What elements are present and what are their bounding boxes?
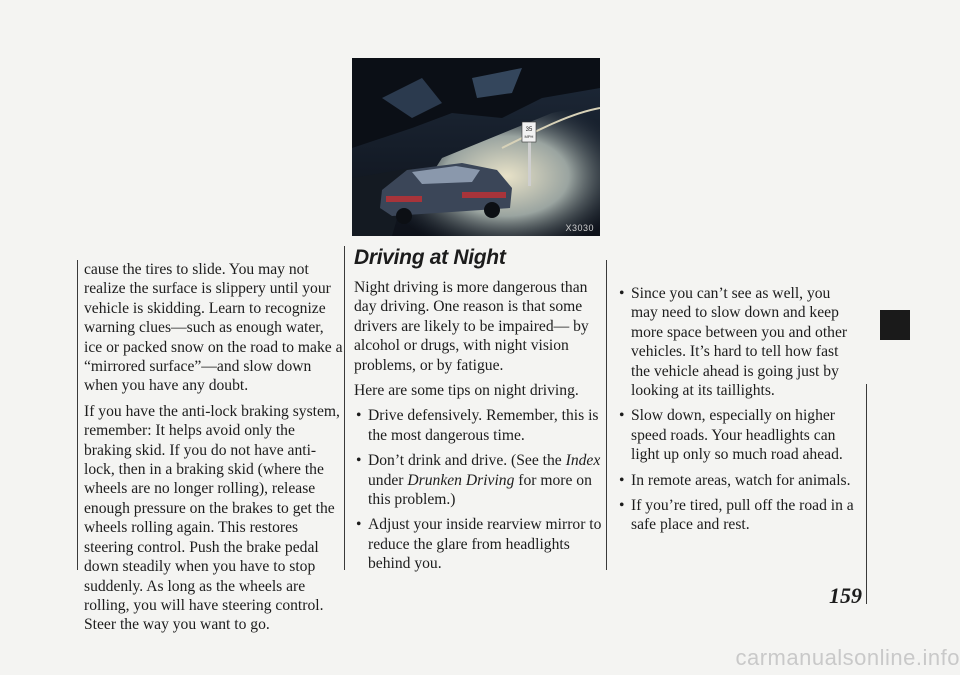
photo-code: X3030 [565,223,594,233]
tip-text: Adjust your inside rearview mirror to reduce the glare from headlights behind you. [368,516,602,573]
list-item [617,406,857,464]
night-tips-list-1 [354,406,604,573]
night-tips-list-2 [617,284,857,535]
sign-line-1: 35 [525,127,533,133]
drunken-driving-reference: Drunken Driving [407,471,515,489]
column-1 [84,260,344,641]
list-item [617,284,857,400]
column-rule-left [77,260,78,570]
tip-text: If you’re tired, pull off the road in a safe place and rest. [631,497,854,534]
tips-lead: Here are some tips on night driving. [354,382,579,400]
index-reference: Index [565,452,601,470]
tip-text: Slow down, especially on higher speed roads. Your headlights can light up only so much road ahead. [631,407,843,464]
night-driving-photo [352,58,600,236]
list-item [617,496,857,535]
list-item [617,471,857,490]
section-heading: Driving at Night [354,246,506,269]
night-scene-illustration [352,58,600,236]
list-item [354,406,604,445]
tip-text-prefix: Don’t drink and drive. (See the [368,452,566,470]
column-3 [617,284,857,541]
list-item [354,451,604,509]
section-tab-marker [880,310,910,340]
page-number: 159 [829,583,862,608]
watermark: carmanualsonline.info [735,645,960,670]
anti-lock-paragraph: If you have the anti-lock braking system, remember: It helps avoid only the braking skid. If you do not have anti-lock, then in a braking skid (where the wheels are no longer rolling), release enough pressure on the brakes to get the wheels rolling again. This restores steering control. Push the brake pedal down steadily when you have to stop suddenly. As long as the wheels are rolling, you will have steering control. Steer the way you want to go. [84,402,340,634]
night-intro-paragraph: Night driving is more dangerous than day driving. One reason is that some drivers are likely to be impaired— by alcohol or drugs, with night vision problems, or by fatigue. [354,279,589,374]
skid-paragraph: cause the tires to slide. You may not realize the surface is slippery until your vehicle is skidding. Learn to recognize warning clues—such as enough water, ice or packed snow on the road to make a “mirrored surface”—and slow down when you have any doubt. [84,261,343,395]
page-edge-rule [866,384,867,604]
tip-text: Since you can’t see as well, you may need to slow down and keep more space between you and other vehicles. It’s hard to tell how fast the vehicle ahead is going just by looking at its taillights. [631,285,848,400]
tip-text-middle: under [368,471,408,489]
column-rule-middle [344,246,345,570]
tip-text: Drive defensively. Remember, this is the most dangerous time. [368,407,599,444]
tip-text: In remote areas, watch for animals. [631,471,851,489]
column-2 [354,246,604,580]
sign-line-2: MPH [524,134,534,139]
column-rule-right [606,260,607,570]
list-item [354,515,604,573]
tip-text-suffix: for more on this problem.) [368,471,592,509]
